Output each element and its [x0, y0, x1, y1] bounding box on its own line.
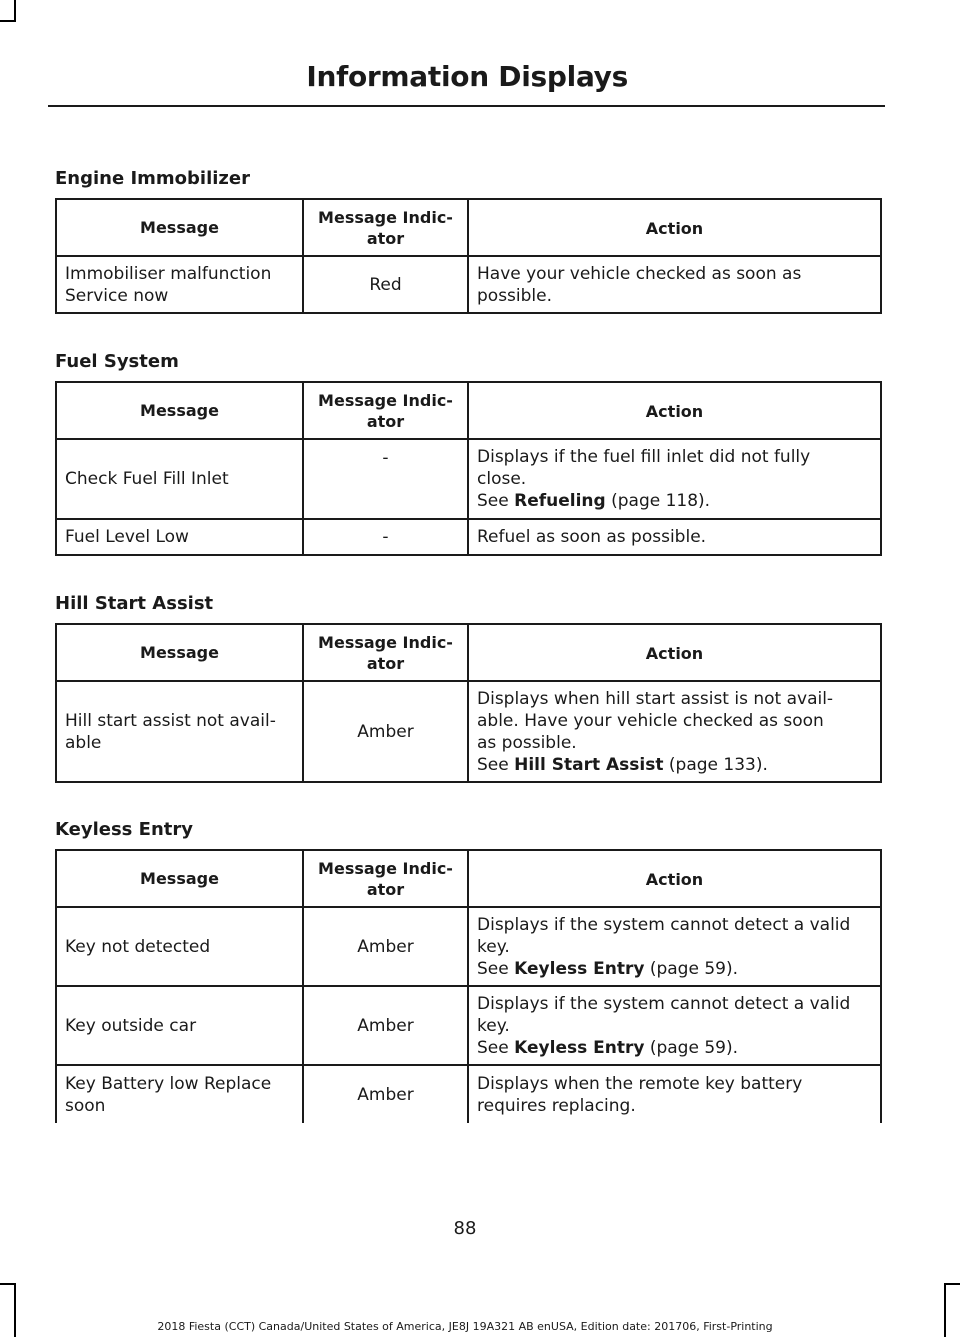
row-action: Refuel as soon as possible.: [468, 519, 881, 555]
section-title-hill-start-assist: Hill Start Assist: [55, 593, 214, 614]
crop-mark: [0, 1283, 16, 1285]
row-action: [468, 439, 881, 519]
row-message: Hill start assist not avail- able: [56, 681, 303, 782]
action-text: Displays if the fuel fill inlet did not fully close.: [477, 447, 811, 489]
column-header-action: Action: [468, 624, 881, 681]
see-reference: [477, 1037, 872, 1059]
table-row: [56, 907, 881, 986]
see-suffix: (page 59).: [644, 958, 739, 979]
row-indicator: -: [303, 519, 468, 555]
column-header-action: Action: [468, 850, 881, 907]
crop-mark: [944, 1283, 946, 1337]
action-text: Displays if the system cannot detect a valid key.: [477, 993, 851, 1036]
header-divider: [48, 105, 885, 107]
see-link-refueling[interactable]: Refueling: [514, 491, 606, 511]
column-header-action: Action: [468, 382, 881, 439]
column-header-message: Message: [56, 382, 303, 439]
crop-mark: [0, 20, 16, 22]
table-row: [56, 986, 881, 1065]
row-indicator: -: [303, 439, 468, 519]
table-row: [56, 1065, 881, 1123]
see-link-keyless-entry[interactable]: Keyless Entry: [514, 1037, 645, 1058]
table-row: [56, 681, 881, 782]
action-text: Displays when hill start assist is not avail- able. Have your vehicle checked as soon as possible.: [477, 688, 834, 753]
see-prefix: See: [477, 491, 515, 511]
table-row: [56, 439, 881, 519]
row-action: Have your vehicle checked as soon as possible.: [468, 256, 881, 313]
row-indicator: Amber: [303, 681, 468, 782]
row-message: Check Fuel Fill Inlet: [56, 439, 303, 519]
section-title-engine-immobilizer: Engine Immobilizer: [55, 168, 250, 189]
see-suffix: (page 59).: [644, 1037, 739, 1058]
row-message: Key outside car: [56, 986, 303, 1065]
action-text: Displays if the system cannot detect a valid key.: [477, 914, 851, 957]
crop-mark: [14, 0, 16, 22]
section-title-fuel-system: Fuel System: [55, 351, 179, 372]
row-message: Key not detected: [56, 907, 303, 986]
column-header-message: Message: [56, 850, 303, 907]
crop-mark: [944, 1283, 960, 1285]
table-header-row: [56, 850, 881, 907]
column-header-indicator: Message Indic- ator: [303, 624, 468, 681]
row-action: [468, 681, 881, 782]
see-suffix: (page 118).: [605, 491, 711, 511]
column-header-message: Message: [56, 199, 303, 256]
row-indicator: Red: [303, 256, 468, 313]
fuel-system-table: [55, 381, 882, 556]
column-header-message: Message: [56, 624, 303, 681]
see-reference: [477, 958, 872, 980]
row-indicator: Amber: [303, 986, 468, 1065]
page-title: Information Displays: [306, 60, 628, 93]
row-message: Fuel Level Low: [56, 519, 303, 555]
see-prefix: See: [477, 1037, 515, 1058]
row-indicator: Amber: [303, 1065, 468, 1123]
row-action: Displays when the remote key battery requires replacing.: [468, 1065, 881, 1123]
row-action: [468, 986, 881, 1065]
column-header-action: Action: [468, 199, 881, 256]
footer-edition-info: 2018 Fiesta (CCT) Canada/United States of America, JE8J 19A321 AB enUSA, Edition date: 201706, First-Printing: [157, 1320, 773, 1333]
section-title-keyless-entry: Keyless Entry: [55, 819, 193, 840]
see-prefix: See: [477, 958, 515, 979]
see-link-keyless-entry[interactable]: Keyless Entry: [514, 958, 645, 979]
row-message: Immobiliser malfunction Service now: [56, 256, 303, 313]
column-header-indicator: Message Indic- ator: [303, 199, 468, 256]
page-number: 88: [453, 1218, 477, 1239]
see-link-hill-start-assist[interactable]: Hill Start Assist: [514, 754, 664, 775]
row-indicator: Amber: [303, 907, 468, 986]
table-row: [56, 519, 881, 555]
column-header-indicator: Message Indic- ator: [303, 850, 468, 907]
row-action: [468, 907, 881, 986]
row-message: Key Battery low Replace soon: [56, 1065, 303, 1123]
table-header-row: [56, 382, 881, 439]
see-reference: [477, 754, 872, 776]
table-header-row: [56, 624, 881, 681]
hill-start-assist-table: [55, 623, 882, 783]
see-prefix: See: [477, 754, 515, 775]
keyless-entry-table: [55, 849, 882, 1123]
see-reference: [477, 490, 872, 512]
table-row: [56, 256, 881, 313]
column-header-indicator: Message Indic- ator: [303, 382, 468, 439]
engine-immobilizer-table: [55, 198, 882, 314]
table-header-row: [56, 199, 881, 256]
see-suffix: (page 133).: [663, 754, 768, 775]
